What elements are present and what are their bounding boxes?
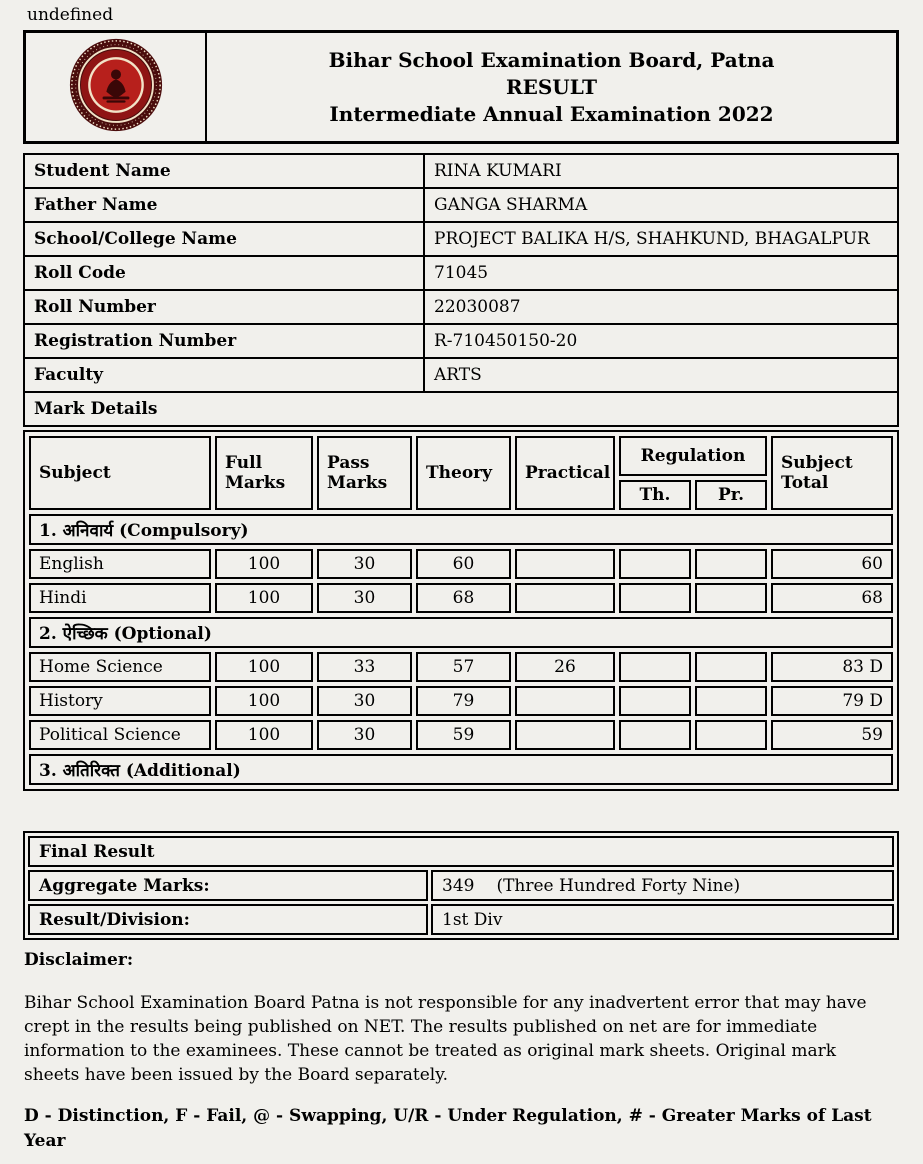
theory-cell: 57: [416, 652, 511, 682]
result-division-value: 1st Div: [431, 904, 894, 935]
regulation-th-cell: [619, 720, 691, 750]
detail-label: Roll Number: [24, 290, 424, 324]
marks-table: [23, 430, 899, 791]
student-detail-row: [24, 154, 898, 188]
section-title-compulsory: 1. अनिवार्य (Compulsory): [29, 514, 893, 545]
student-detail-row: [24, 222, 898, 256]
subject-total-cell: 68: [771, 583, 893, 613]
final-result-heading: Final Result: [28, 836, 894, 867]
disclaimer-text: Bihar School Examination Board Patna is not responsible for any inadvertent error that may have crept in the results being published on NET. The results published on net are for immediate information to the examinees. These cannot be treated as original mark sheets. Original mark sheets have been issued by the Board separately.: [24, 993, 867, 1085]
regulation-pr-cell: [695, 549, 767, 579]
marks-row: [29, 549, 893, 579]
theory-cell: 60: [416, 549, 511, 579]
subject-cell: History: [29, 686, 211, 716]
header-text-cell: [206, 32, 897, 142]
aggregate-marks-value: [431, 870, 894, 901]
result-heading: RESULT: [505, 74, 598, 99]
mark-details-row: [24, 392, 898, 426]
aggregate-number: 349: [442, 875, 475, 896]
regulation-th-header: Th.: [619, 480, 691, 510]
theory-cell: 79: [416, 686, 511, 716]
detail-value: 71045: [424, 256, 898, 290]
pass-marks-cell: 30: [317, 686, 412, 716]
detail-label: School/College Name: [24, 222, 424, 256]
subject-total-cell: 60: [771, 549, 893, 579]
header-row: [25, 32, 897, 142]
subject-cell: English: [29, 549, 211, 579]
theory-cell: 68: [416, 583, 511, 613]
regulation-th-cell: [619, 652, 691, 682]
board-name: Bihar School Examination Board, Patna: [328, 47, 775, 72]
regulation-pr-cell: [695, 720, 767, 750]
subject-col-header: Subject: [29, 436, 211, 510]
aggregate-in-words: (Three Hundred Forty Nine): [496, 875, 741, 896]
subject-total-cell: 59: [771, 720, 893, 750]
subject-cell: Home Science: [29, 652, 211, 682]
section-row: [29, 617, 893, 648]
result-division-label: Result/Division:: [28, 904, 428, 935]
regulation-th-cell: [619, 583, 691, 613]
detail-value: 22030087: [424, 290, 898, 324]
student-detail-row: [24, 256, 898, 290]
detail-label: Registration Number: [24, 324, 424, 358]
marks-header-row-1: [29, 436, 893, 476]
marks-row: [29, 652, 893, 682]
regulation-pr-cell: [695, 652, 767, 682]
theory-cell: 59: [416, 720, 511, 750]
bseb-seal-icon: [68, 118, 164, 138]
subject-cell: Hindi: [29, 583, 211, 613]
pass-marks-cell: 30: [317, 720, 412, 750]
student-detail-row: [24, 290, 898, 324]
student-details-table: [23, 153, 899, 427]
logo-cell: [25, 32, 206, 142]
section-title-additional: 3. अतिरिक्त (Additional): [29, 754, 893, 785]
final-result-heading-row: [28, 836, 894, 867]
practical-cell: [515, 720, 615, 750]
practical-col-header: Practical: [515, 436, 615, 510]
detail-value: PROJECT BALIKA H/S, SHAHKUND, BHAGALPUR: [424, 222, 898, 256]
full-marks-cell: 100: [215, 652, 313, 682]
detail-value: ARTS: [424, 358, 898, 392]
disclaimer-heading: Disclaimer:: [24, 950, 134, 970]
student-detail-row: [24, 358, 898, 392]
regulation-pr-cell: [695, 686, 767, 716]
regulation-col-header: Regulation: [619, 436, 767, 476]
marks-row: [29, 583, 893, 613]
detail-label: Roll Code: [24, 256, 424, 290]
subject-cell: Political Science: [29, 720, 211, 750]
regulation-th-cell: [619, 549, 691, 579]
section-row: [29, 754, 893, 785]
section-row: [29, 514, 893, 545]
detail-value: RINA KUMARI: [424, 154, 898, 188]
subject-total-cell: 79 D: [771, 686, 893, 716]
practical-cell: [515, 686, 615, 716]
regulation-pr-header: Pr.: [695, 480, 767, 510]
header-table: [23, 30, 899, 144]
practical-cell: [515, 583, 615, 613]
full-marks-cell: 100: [215, 583, 313, 613]
exam-name: Intermediate Annual Examination 2022: [329, 101, 774, 126]
pass-marks-col-header: Pass Marks: [317, 436, 412, 510]
result-division-row: [28, 904, 894, 935]
detail-value: GANGA SHARMA: [424, 188, 898, 222]
marks-row: [29, 686, 893, 716]
practical-cell: [515, 549, 615, 579]
grade-legend: D - Distinction, F - Fail, @ - Swapping, U/R - Under Regulation, # - Greater Marks of Last Year: [24, 1106, 872, 1151]
subject-total-cell: 83 D: [771, 652, 893, 682]
subject-total-col-header: Subject Total: [771, 436, 893, 510]
student-detail-row: [24, 188, 898, 222]
theory-col-header: Theory: [416, 436, 511, 510]
practical-cell: 26: [515, 652, 615, 682]
section-title-optional: 2. ऐच्छिक (Optional): [29, 617, 893, 648]
full-marks-cell: 100: [215, 720, 313, 750]
full-marks-col-header: Full Marks: [215, 436, 313, 510]
final-result-table: [23, 831, 899, 940]
pass-marks-cell: 30: [317, 583, 412, 613]
aggregate-marks-label: Aggregate Marks:: [28, 870, 428, 901]
detail-value: R-710450150-20: [424, 324, 898, 358]
full-marks-cell: 100: [215, 686, 313, 716]
full-marks-cell: 100: [215, 549, 313, 579]
student-detail-row: [24, 324, 898, 358]
detail-label: Faculty: [24, 358, 424, 392]
pass-marks-cell: 33: [317, 652, 412, 682]
aggregate-marks-row: [28, 870, 894, 901]
detail-label: Father Name: [24, 188, 424, 222]
detail-label: Student Name: [24, 154, 424, 188]
regulation-th-cell: [619, 686, 691, 716]
page-title: undefined: [27, 5, 114, 25]
marks-row: [29, 720, 893, 750]
regulation-pr-cell: [695, 583, 767, 613]
pass-marks-cell: 30: [317, 549, 412, 579]
mark-details-heading: Mark Details: [24, 392, 898, 426]
